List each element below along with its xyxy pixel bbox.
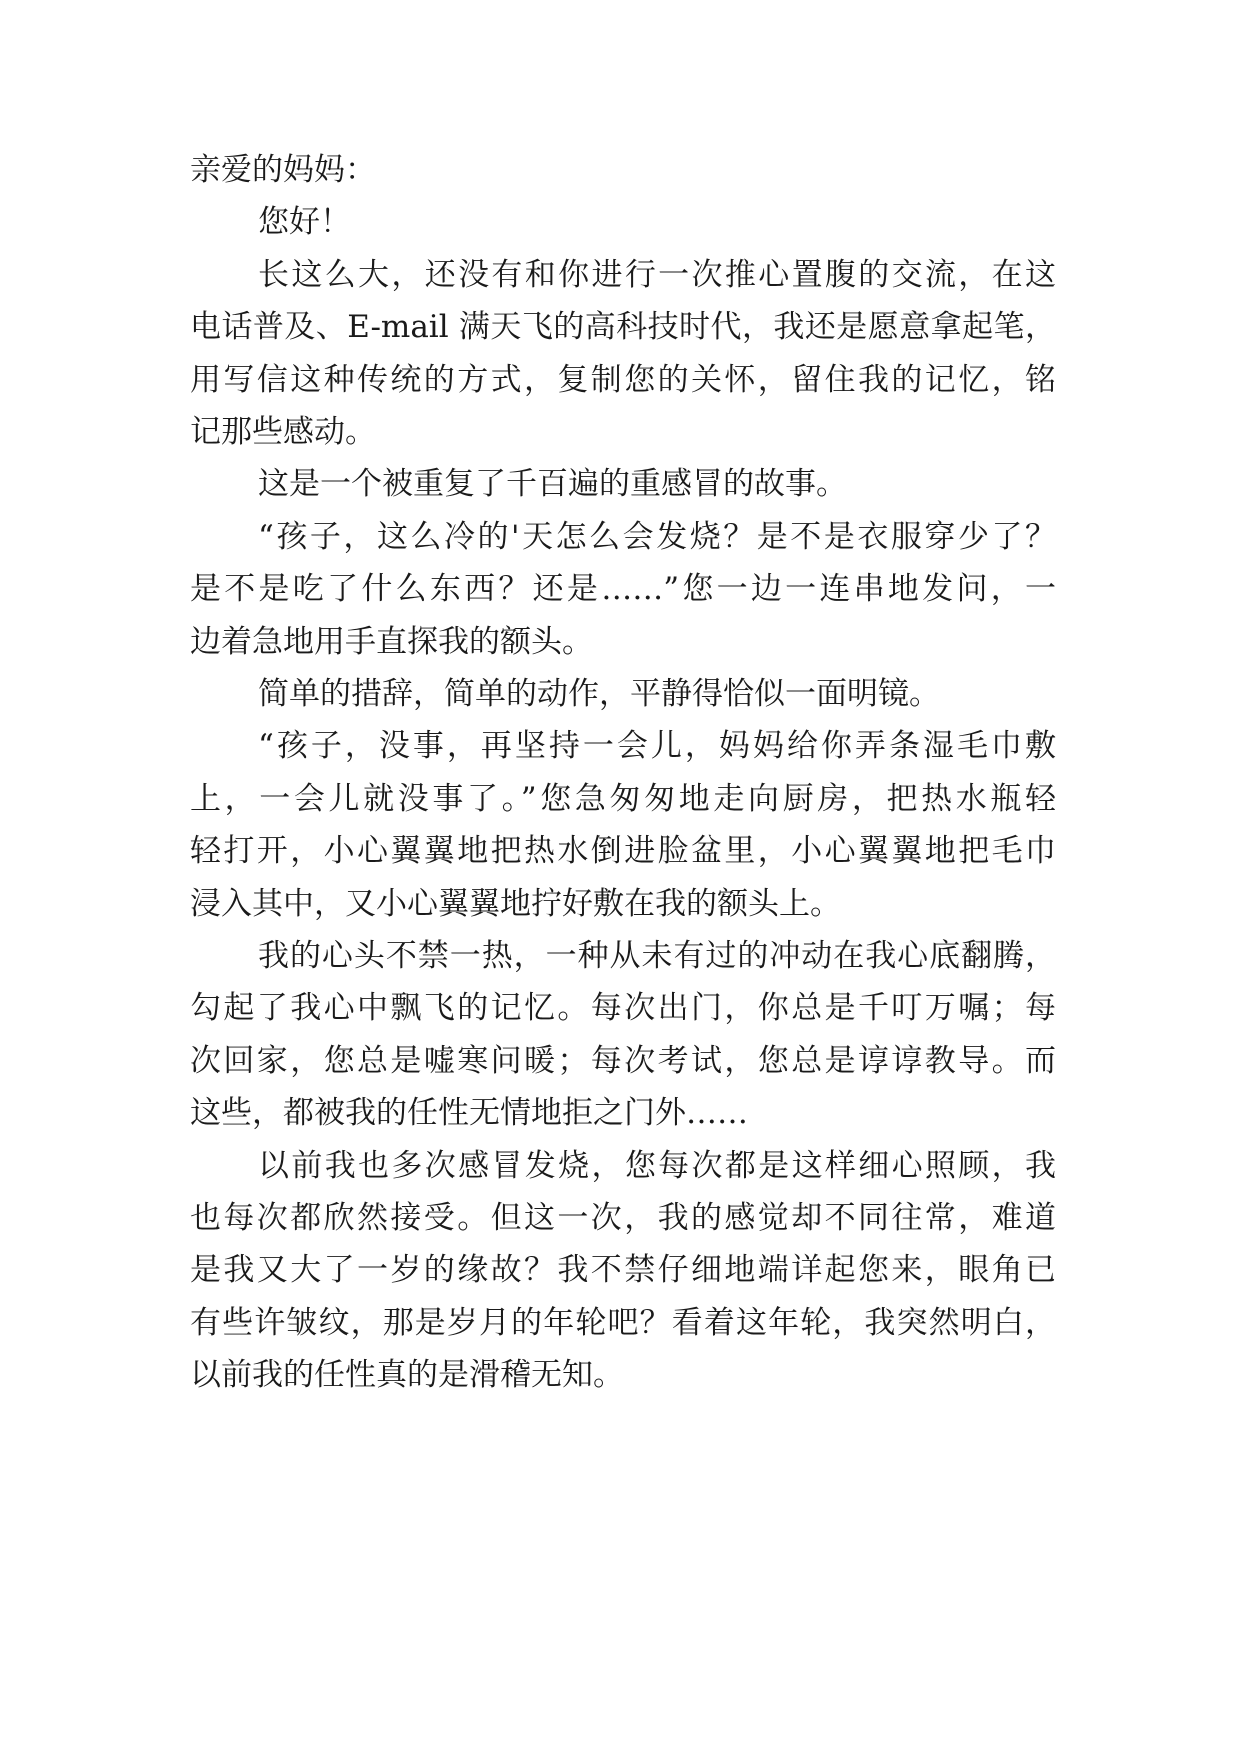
paragraph-line: 也每次都欣然接受。但这一次，我的感觉却不同往常，难道: [190, 1200, 1056, 1236]
paragraph-line: 用写信这种传统的方式，复制您的关怀，留住我的记忆，铭: [190, 362, 1056, 398]
salutation: 亲爱的妈妈：: [190, 152, 376, 188]
paragraph-line: 上，一会儿就没事了。”您急匆匆地走向厨房，把热水瓶轻: [190, 781, 1056, 817]
paragraph-first-line: 长这么大，还没有和你进行一次推心置腹的交流，在这: [258, 257, 1056, 293]
paragraph-line: 电话普及、E-mail 满天飞的高科技时代，我还是愿意拿起笔，: [190, 309, 1056, 345]
paragraph-first-line: 以前我也多次感冒发烧，您每次都是这样细心照顾，我: [258, 1148, 1056, 1184]
paragraph-first-line: “孩子，没事，再坚持一会儿，妈妈给你弄条湿毛巾敷: [258, 728, 1056, 764]
paragraph-first-line: 我的心头不禁一热，一种从未有过的冲动在我心底翻腾，: [258, 938, 1056, 974]
paragraph-line: 记那些感动。: [190, 414, 376, 450]
paragraph-line: 边着急地用手直探我的额头。: [190, 624, 593, 660]
paragraph-line: 是我又大了一岁的缘故？我不禁仔细地端详起您来，眼角已: [190, 1252, 1056, 1288]
paragraph-line: 以前我的任性真的是滑稽无知。: [190, 1357, 624, 1393]
paragraph-first-line: 这是一个被重复了千百遍的重感冒的故事。: [258, 466, 847, 502]
paragraph-line: 有些许皱纹，那是岁月的年轮吧？看着这年轮，我突然明白，: [190, 1305, 1056, 1341]
paragraph-line: 浸入其中，又小心翼翼地拧好敷在我的额头上。: [190, 886, 841, 922]
paragraph-first-line: 您好！: [258, 204, 351, 240]
paragraph-line: 这些，都被我的任性无情地拒之门外……: [190, 1095, 748, 1131]
paragraph-line: 次回家，您总是嘘寒问暖；每次考试，您总是谆谆教导。而: [190, 1043, 1056, 1079]
letter-body: [190, 144, 1056, 1424]
paragraph-line: 勾起了我心中飘飞的记忆。每次出门，你总是千叮万嘱；每: [190, 990, 1056, 1026]
paragraph-line: 轻打开，小心翼翼地把热水倒进脸盆里，小心翼翼地把毛巾: [190, 833, 1056, 869]
paragraph-first-line: “孩子，这么冷的'天怎么会发烧？是不是衣服穿少了？: [258, 519, 1056, 555]
paragraph-line: 是不是吃了什么东西？还是……”您一边一连串地发问，一: [190, 571, 1056, 607]
paragraph-first-line: 简单的措辞，简单的动作，平静得恰似一面明镜。: [258, 676, 940, 712]
